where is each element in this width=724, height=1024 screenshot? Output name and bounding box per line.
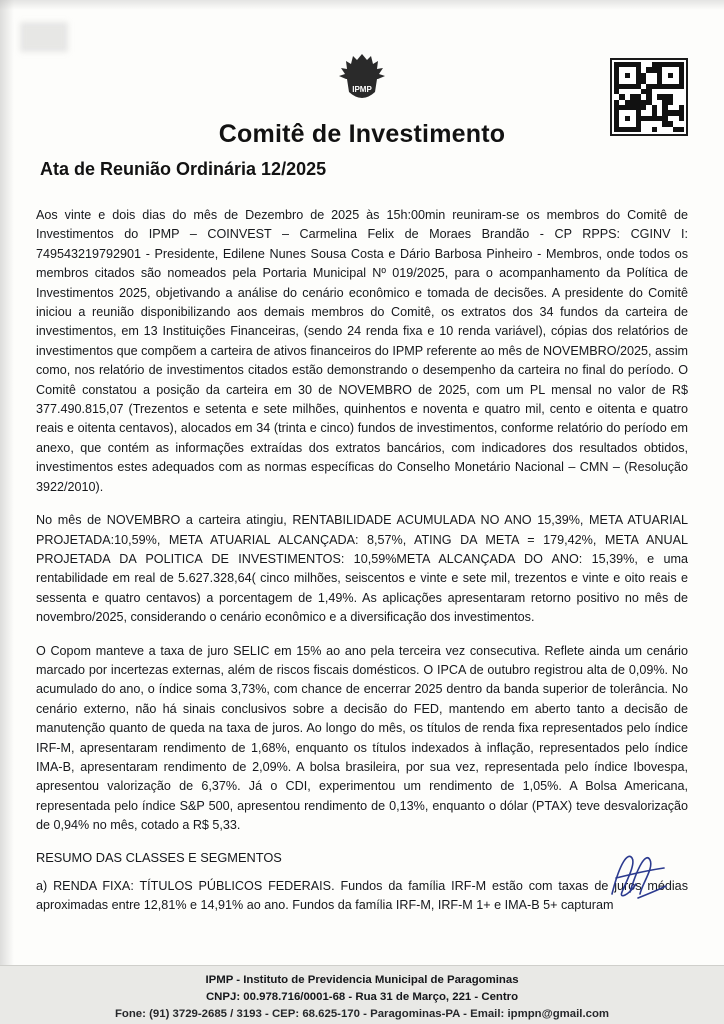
document-body — [36, 206, 688, 915]
page-title: Comitê de Investimento — [218, 120, 506, 148]
qr-code-icon — [610, 58, 688, 136]
footer-line-3: Fone: (91) 3729-2685 / 3193 - CEP: 68.625-170 - Paragominas-PA - Email: ipmpn@gmail.com — [114, 1008, 610, 1020]
scan-edge-shadow — [0, 0, 14, 1024]
document-header — [0, 0, 724, 118]
ipmp-logo-icon — [333, 52, 391, 108]
footer-line-2: CNPJ: 00.978.716/0001-68 - Rua 31 de Março, 221 - Centro — [205, 991, 519, 1003]
paragraph-4: a) RENDA FIXA: TÍTULOS PÚBLICOS FEDERAIS. Fundos da família IRF-M estão com taxas de juros médias aproximadas entre 12,81% e 14,91% ao ano. Fundos da família IRF-M, IRF-M 1+ e IMA-B 5+ capturam — [36, 878, 688, 912]
paragraph-2: No mês de NOVEMBRO a carteira atingiu, RENTABILIDADE ACUMULADA NO ANO 15,39%, META ATUARIAL PROJETADA:10,59%, META ATUARIAL ALCANÇADA: 8,57%, ATING DA META = 179,42%, META ANUAL PROJETADA DA POLITICA DE INVESTIMENTOS: 10,59%META ALCANÇADA DO ANO: 15,39%, e uma rentabilidade em real de 5.627.328,64( cinco milhões, seiscentos e vinte e sete mil, trezentos e vinte e oito reais e sessenta e quatro centavos) a porcentagem de 1,49%. As aplicações apresentaram retorno positivo no mês de novembro/2025, considerando o cenário econômico e a diversificação dos investimentos. — [36, 513, 688, 625]
logo-text: IPMP — [352, 85, 372, 94]
section-heading: RESUMO DAS CLASSES E SEGMENTOS — [36, 849, 282, 865]
footer-line-1: IPMP - Instituto de Previdencia Municipal de Paragominas — [205, 974, 519, 986]
paragraph-1: Aos vinte e dois dias do mês de Dezembro de 2025 às 15h:00min reuniram-se os membros do Comitê de Investimentos do IPMP – COINVEST – Carmelina Felix de Moraes Brandão - CP RPPS: CGINV I: 749543219792901 - Presidente, Edilene Nunes Sousa Costa e Dário Barbosa Pinheiro - Membros, onde todos os membros citados são nomeados pela Portaria Municipal Nº 019/2025, para o acompanhamento da Política de Investimentos 2025, objetivando a análise do cenário econômico e tomada de decisões. A presidente do Comitê iniciou a reunião disponibilizando aos demais membros do Comitê, os extratos dos 34 fundos da carteira de investimentos, em 13 Instituições Financeiras, (sendo 24 renda fixa e 10 renda variável), cópias dos relatórios de investimentos que compõem a carteira de ativos financeiros do IPMP referente ao mês de NOVEMBRO/2025, assim como, nos relatório de investimentos citados estão demonstrando o desempenho da carteira no final do período. O Comitê constatou a posição da carteira em 30 de NOVEMBRO de 2025, com um PL mensal no valor de R$ 377.490.815,07 (Trezentos e setenta e sete milhões, quinhentos e noventa e quatro mil, cento e oitenta e quatro reais e oitenta centavos), alocados em 34 (trinta e cinco) fundos de investimentos, conforme relatório do período em anexo, que contém as informações extraídas dos extratos bancários, com indicadores dos resultados obtidos, investimentos estes adequados com as normas específicas do Conselho Monetário Nacional – CMN – (Resolução 3922/2010). — [36, 208, 688, 494]
document-footer — [0, 965, 724, 1024]
paragraph-3: O Copom manteve a taxa de juro SELIC em 15% ao ano pela terceira vez consecutiva. Reflete ainda um cenário marcado por incertezas externas, além de riscos fiscais domésticos. O IPCA de outubro registrou alta de 0,09%. No acumulado do ano, o índice soma 3,73%, com chance de encerrar 2025 dentro da banda superior de tolerância. No cenário externo, não há sinais conclusivos sobre a decisão do FED, mantendo em aberto tanto a decisão de manutenção quanto de queda na taxa de juros. Ao longo do mês, os títulos de renda fixa representados pelo índice IRF-M, apresentaram rendimento de 1,68%, enquanto os títulos indexados à inflação, representados pelo índice IMA-B, apresentaram rendimento de 2,09%. A bolsa brasileira, por sua vez, representada pelo índice Ibovespa, apresentou valorização de 6,37%. Já o CDI, experimentou um rendimento de 1,05%. A Bolsa Americana, representada pelo índice S&P 500, apresentou rendimento de 0,13%, enquanto o dólar (PTAX) teve desvalorização de 0,94% no mês, cotado a R$ 5,33. — [36, 643, 688, 833]
page-subtitle: Ata de Reunião Ordinária 12/2025 — [40, 159, 327, 179]
